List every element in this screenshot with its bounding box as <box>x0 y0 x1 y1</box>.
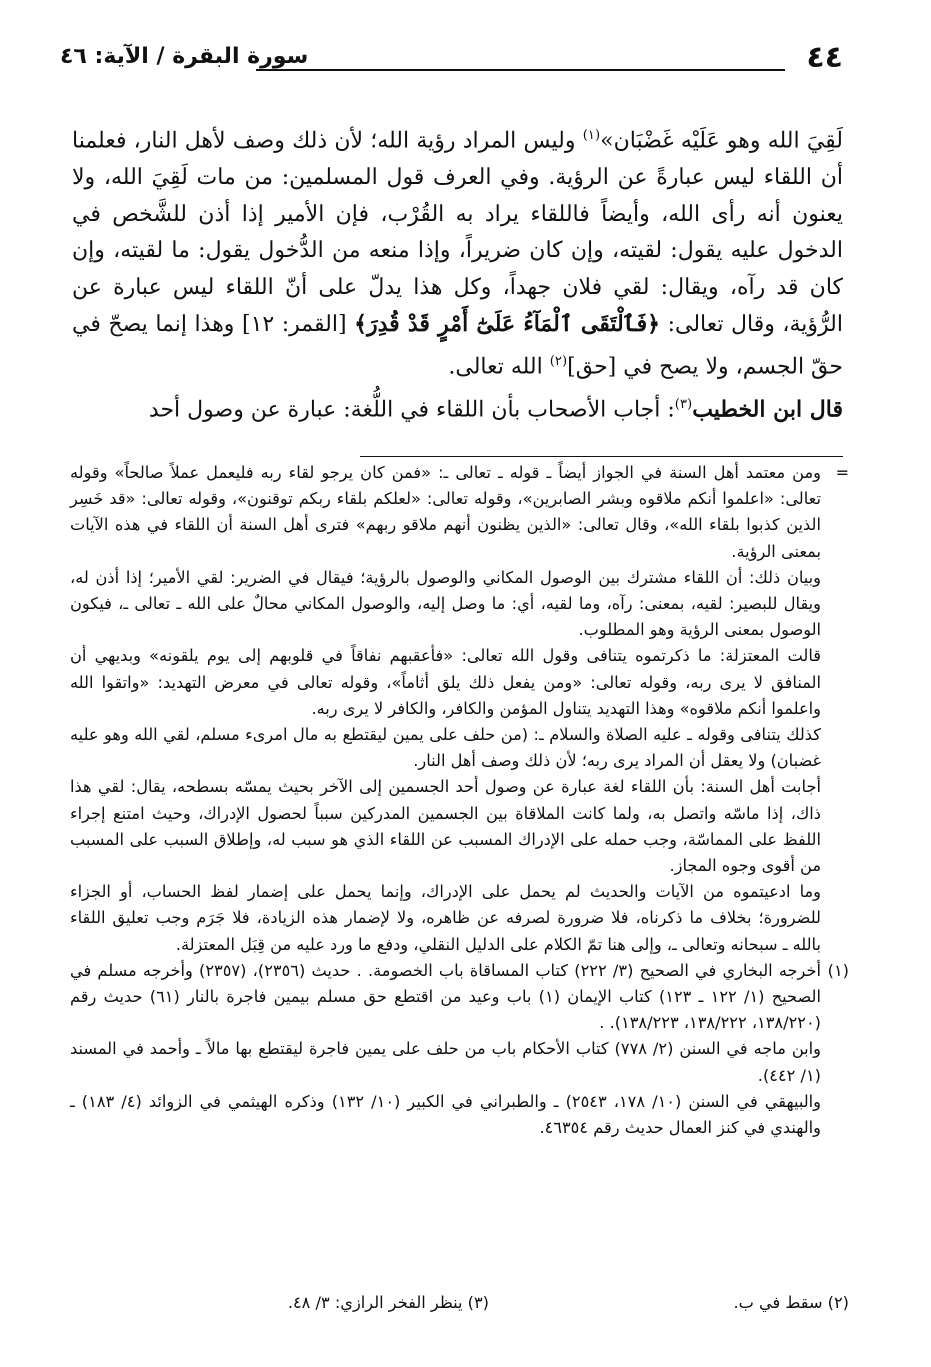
footnote-number: (١) <box>827 960 849 980</box>
footnote-continuation <box>70 460 849 958</box>
text-run: [القمر: ١٢] وهذا إنما يصحّ في حقّ الجسم، ولا يصح في [حق] <box>72 312 843 380</box>
footnote-1 <box>70 958 849 1141</box>
footnotes <box>70 460 849 1141</box>
footnote-ref: (١) <box>582 128 601 143</box>
footnote-paragraph: أجابت أهل السنة: بأن اللقاء لغة عبارة عن وصول أحد الجسمين إلى الآخر بحيث يمسّه بسطحه، يقال: لقي هذا ذاك، إذا ماسّه واتصل به، ولما كانت الملاقاة بين الجسمين المدركين سبباً لحصول الإدراك، وحيث امتنع إجراء اللفظ على المماسّة، وجب حمله على الإدراك المسبب عن اللقاء الذي هو سبب له، وإطلاق السبب على المسبب من أقوى وجوه المجاز. <box>70 777 821 876</box>
footnote-paragraph: كذلك يتنافى وقوله ـ عليه الصلاة والسلام ـ: (من حلف على يمين ليقتطع به مال امرىء مسلم، لقي الله وهو عليه غضبان) ولا يعقل أن المراد يرى ربه؛ لأن ذلك وصف أهل النار. <box>70 725 821 771</box>
footnote-separator <box>360 456 843 457</box>
footnote-paragraph: أخرجه البخاري في الصحيح (٣/ ٢٢٢) كتاب المساقاة باب الخصومة. . حديث (٢٣٥٦)، (٢٣٥٧) وأخرجه مسلم في الصحيح (١/ ١٢٢ ـ ١٢٣) كتاب الإيمان (١) باب وعيد من اقتطع حق مسلم بيمين فاجرة بالنار (٦١) حديث رقم (١٣٨/٢٢٠، ١٣٨/٢٢٢، ١٣٨/٢٢٣). . <box>70 960 821 1033</box>
footnote-3: (٣) ينظر الفخر الرازي: ٣/ ٤٨. <box>287 1293 489 1312</box>
quran-verse: ﴿فَٱلْتَقَى ٱلْمَآءُ عَلَىٰٓ أَمْرٍ قَدْ قُدِرَ﴾ <box>354 311 661 338</box>
text-run: وليس المراد رؤية الله؛ لأن ذلك وصف لأهل النار، فعلمنا أن اللقاء ليس عبارةً عن الرؤية. وفي العرف قول المسلمين: من مات لَقِيَ الله، ولا يعنون أنه رأى الله، وأيضاً فاللقاء يراد به القُرْب، فإن الأمير إذا أذن للشَّخص في الدخول عليه يقول: لقيته، وإن كان ضريراً، وإذا منعه من الدُّخول يقول: ما لقيته، وإن كان قد رآه، ويقال: لقي فلان جهداً، وكل هذا يدلّ على أنّ اللقاء ليس عبارة عن الرُّؤية، وقال تعالى: <box>72 128 843 338</box>
header-rule <box>256 69 785 71</box>
text-run: الله تعالى. <box>448 354 550 380</box>
text-run: لَقِيَ الله وهو عَلَيْه غَضْبَان» <box>600 128 843 154</box>
footnote-ref: (٣) <box>674 396 693 412</box>
footnote-2: (٢) سقط في ب. <box>733 1293 849 1312</box>
footnote-paragraph: وابن ماجه في السنن (٢/ ٧٧٨) كتاب الأحكام باب من حلف على يمين فاجرة ليقتطع بها مالاً ـ وأحمد في المسند (١/ ٤٤٢). <box>70 1039 821 1085</box>
surah-title: سورة البقرة / الآية: ٤٦ <box>60 44 309 69</box>
page-number: ٤٤ <box>806 40 843 75</box>
footnote-paragraph: وبيان ذلك: أن اللقاء مشترك بين الوصول المكاني والوصول بالرؤية؛ فيقال في الضرير: لقي الأمير؛ إذا أذن له، ويقال للبصير: لقيه، بمعنى: رآه، وما لقيه، أي: ما وصل إليه، والوصول المكاني محالٌ على الله ـ تعالى ـ، فيكون الوصول بمعنى الرؤية وهو المطلوب. <box>70 567 821 640</box>
continuation-marker: = <box>835 463 849 482</box>
speaker-name: قال ابن الخطيب <box>692 396 843 423</box>
footnote-paragraph: ومن معتمد أهل السنة في الجواز أيضاً ـ قوله ـ تعالى ـ: «فمن كان يرجو لقاء ربه فليعمل عملاً صالحاً» وقوله تعالى: «اعلموا أنكم ملاقوه وبشر الصابرين»، وقوله تعالى: «لعلكم بلقاء ربكم توقنون»، وقوله تعالى: «قد خَسِر الذين كذبوا بلقاء الله»، وقال تعالى: «الذين يظنون أنهم ملاقو ربهم» فترى أهل السنة أن اللقاء في هذه الآيات بمعنى الرؤية. <box>70 463 821 561</box>
footnote-paragraph: وما ادعيتموه من الآيات والحديث لم يحمل على الإدراك، وإنما يحمل على إضمار لفظ الحساب، أو الجزاء للضرورة؛ بخلاف ما ذكرناه، فلا ضرورة لصرفه عن ظاهره، ولا لإضمار هذه الزيادة، فلا جَرَم وجب تعليق اللقاء بالله ـ سبحانه وتعالى ـ، وإلى هنا تمّ الكلام على الدليل النقلي، ودفع ما ورد عليه من قِبَل المعتزلة. <box>70 882 821 954</box>
footnote-ref: (٢) <box>549 353 568 369</box>
footnote-paragraph: والبيهقي في السنن (١٠/ ١٧٨، ٢٥٤٣) ـ والطبراني في الكبير (١٠/ ١٣٢) وذكره الهيثمي في الزوائد (٤/ ١٨٣) ـ والهندي في كنز العمال حديث رقم ٤٦٣٥٤. <box>70 1091 821 1138</box>
main-paragraph <box>72 118 843 386</box>
main-text <box>72 118 843 429</box>
footnote-paragraph: قالت المعتزلة: ما ذكرتموه يتنافى وقول الله تعالى: «فأعقبهم نفاقاً في قلوبهم إلى يوم يلقونه» وبديهي أن المنافق لا يرى ربه، وقوله تعالى: «ومن يفعل ذلك يلق أثاماً»، وقوله تعالى في معرض التهديد: «واتقوا الله واعلموا أنكم ملاقوه» وهذا التهديد يتناول المؤمن والكافر، والكافر لا يرى ربه. <box>70 646 821 718</box>
text-run: : أجاب الأصحاب بأن اللقاء في اللُّغة: عبارة عن وصول أحد <box>148 397 675 423</box>
running-header <box>60 40 843 86</box>
main-paragraph <box>72 387 843 429</box>
